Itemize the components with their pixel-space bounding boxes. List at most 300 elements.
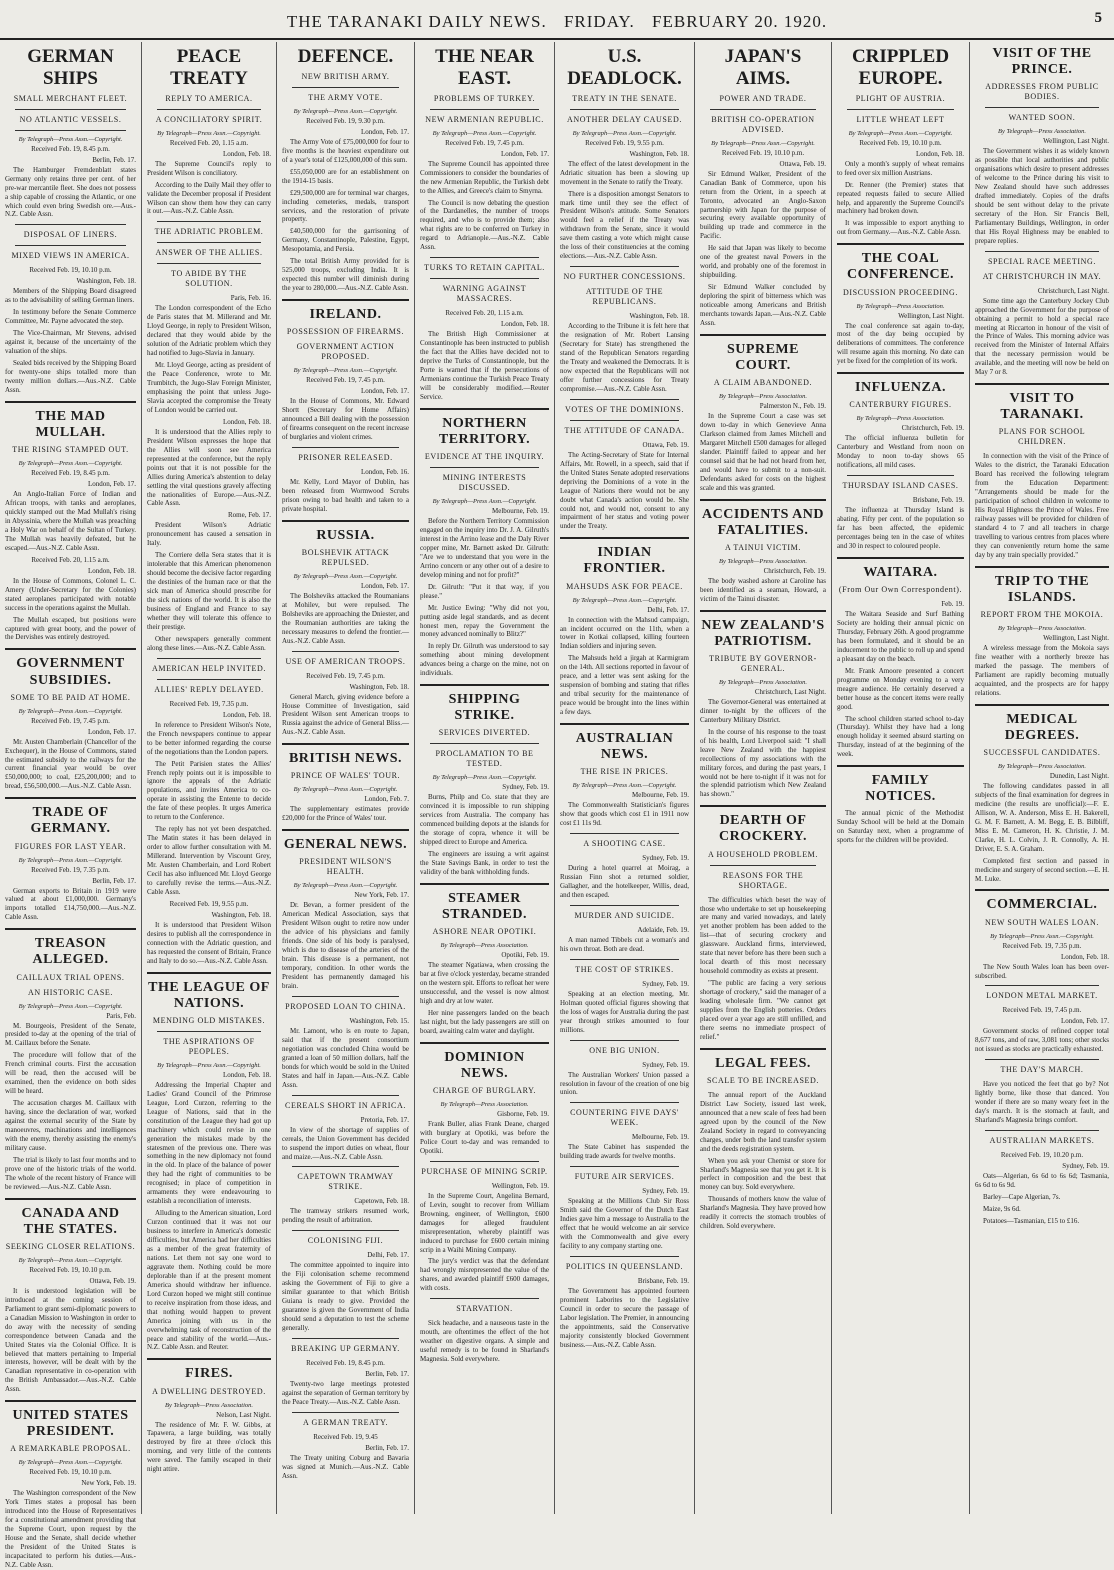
article-headline: WAITARA. bbox=[863, 564, 938, 580]
dateline: Sydney, Feb. 19. bbox=[502, 783, 549, 792]
subheading: DISPOSAL OF LINERS. bbox=[23, 230, 118, 240]
subheading: CAPETOWN TRAMWAY STRIKE. bbox=[297, 1172, 394, 1192]
divider-rule bbox=[157, 1031, 261, 1032]
byline: By Telegraph—Press Assn.—Copyright. bbox=[293, 786, 398, 794]
body-paragraph: The effect of the latest development in the Adriatic situation has been a slowing up movement in the Senate to ratify the Treaty. bbox=[560, 159, 689, 186]
body-paragraph: Sealed bids received by the Shipping Board for twenty-one ships totalled more than twenty million dollars.—Aus.-N.Z. Cable Assn. bbox=[5, 359, 136, 394]
article-headline: NORTHERN TERRITORY. bbox=[438, 415, 531, 447]
divider-rule bbox=[292, 1230, 399, 1231]
body-paragraph: Government stocks of refined copper total 8,677 tons, and of raw, 3,081 tons; other stocks not issued as stocks are practically exhausted. bbox=[975, 1027, 1109, 1054]
dateline: Washington, Feb. 18. bbox=[76, 277, 136, 286]
body-paragraph: Frank Buller, alias Frank Deane, charged with burglary at Opotiki, was before the Police Court to-day and was remanded to Opotiki. bbox=[420, 1120, 549, 1155]
body-paragraph: The official influenza bulletin for Canterbury and Westland from noon on Monday to noon to-day shows 65 notifications, all mild cases. bbox=[837, 434, 964, 470]
subheading: TREATY IN THE SENATE. bbox=[572, 93, 677, 103]
subheading: A GERMAN TREATY. bbox=[302, 1417, 389, 1427]
byline: By Telegraph—Press Assn.—Copyright. bbox=[432, 129, 537, 137]
dateline: Sydney, Feb. 19. bbox=[642, 854, 689, 863]
divider-rule bbox=[282, 299, 409, 301]
dateline: Sydney, Feb. 19. bbox=[642, 1187, 689, 1196]
body-paragraph: Maize, 9s 6d. bbox=[983, 1204, 1021, 1213]
byline: By Telegraph—Press Assn.—Copyright. bbox=[572, 129, 677, 137]
body-paragraph: The Government wishes it as widely known as possible that local authorities and public organisations which desire to present addresses of welcome to the Prince during his visit to New Zealand should have such addresses drafted immediately. Copies of the drafts should be sent without delay to the private secretary of the Hon. Sir Francis Bell, Parliamentary Buildings, Wellington, in order that His Royal Highness may be enabled to prepare replies. bbox=[975, 147, 1109, 245]
body-paragraph: The following candidates passed in all subjects of the final examination for degrees in medicine (the results are unofficial):—F. E. Allison, W. A. Anderson, Miss E. H. Bakerell, G. M. F. Barnett, A. M. Begg, E. B. Bilbliff, Miss E. M. Cameron, H. K. Christie, J. M. Clarke, H. L. Colvin, J. R. Connolly, A. H. Driver, E. S. A. Graham. bbox=[975, 781, 1109, 853]
subheading: PROBLEMS OF TURKEY. bbox=[433, 93, 536, 103]
body-paragraph: Addressing the Imperial Chapter and Ladies' Grand Council of the Primrose League, Lord Curzon, referring to the League of Nations, said that in the constitution of the League they had got up machinery which could revise in one generation the mistakes made by the statesmen of the previous one. There was something in the new diplomacy not found in the old. In place of the balance of power they had the right of communities to be recognised; in place of competition in armaments they were endeavouring to establish a reconciliation of interests. bbox=[147, 1080, 271, 1206]
divider-rule bbox=[975, 704, 1109, 706]
subheading: AUSTRALIAN MARKETS. bbox=[989, 1136, 1095, 1146]
body-paragraph: £29,500,000 are for terminal war charges, including cemeteries, medals, transport services, and the restoration of private property. bbox=[282, 188, 409, 224]
divider-rule bbox=[420, 408, 549, 410]
divider-rule bbox=[292, 996, 399, 997]
article-headline: SHIPPING STRIKE. bbox=[448, 692, 521, 724]
byline: By Telegraph—Press Assn.—Copyright. bbox=[18, 856, 123, 864]
dateline: Melbourne, Feb. 19. bbox=[632, 1133, 689, 1142]
body-paragraph: A man named Tibbels cut a woman's and his own throat. Both are dead. bbox=[560, 935, 689, 953]
body-paragraph: In testimony before the Senate Commerce Committee, Mr. Payne advocated the step. bbox=[5, 308, 136, 326]
article-headline: ACCIDENTS AND FATALITIES. bbox=[701, 506, 825, 538]
divider-rule bbox=[570, 1256, 679, 1257]
byline: By Telegraph—Press Assn.—Copyright. bbox=[293, 882, 398, 890]
subheading: USE OF AMERICAN TROOPS. bbox=[285, 656, 406, 666]
divider-rule bbox=[700, 805, 826, 807]
body-paragraph: The Bolsheviks attacked the Roumanians at Mohilev, but were repulsed. The Bolsheviks are approaching the Dniester, and the Roumanian authorities are taking the necessary measures to defend the frontier.—Aus.-N.Z. Cable Assn. bbox=[282, 591, 409, 645]
subheading: PLIGHT OF AUSTRIA. bbox=[855, 93, 946, 103]
dateline: Gisborne, Feb. 19. bbox=[497, 1110, 549, 1118]
divider-rule bbox=[282, 743, 409, 745]
article-headline: SUPREME COURT. bbox=[727, 341, 799, 373]
dateline: Washington, Feb. 18. bbox=[629, 149, 689, 158]
article-headline: MEDICAL DEGREES. bbox=[1004, 711, 1080, 743]
dateline: London, Feb. 18. bbox=[87, 566, 136, 575]
body-paragraph: During a hotel quarrel at Moirag, a Russian Finn shot a returned soldier, Gallagher, and the hotelkeeper, Willis, dead, and then escaped. bbox=[560, 864, 689, 899]
dateline: Sydney, Feb. 19. bbox=[642, 1060, 689, 1069]
article-headline: TRADE OF GERMANY. bbox=[30, 805, 111, 837]
byline: By Telegraph—Press Assn.—Copyright. bbox=[18, 460, 123, 468]
dateline: Ottawa, Feb. 19. bbox=[89, 1276, 136, 1285]
body-paragraph: The tramway strikers resumed work, pending the result of arbitration. bbox=[282, 1207, 409, 1225]
subheading: BRITISH CO-OPERATION ADVISED. bbox=[711, 114, 815, 134]
body-paragraph: Mr. Austen Chamberlain (Chancellor of the Exchequer), in the House of Commons, stated the estimated subsidy to the railways for the current financial year would be over £50,000,000; to coal, £25,200,000; and to bread, £56,500,000.—Aus.-N.Z. Cable Assn. bbox=[5, 737, 136, 791]
body-paragraph: When you ask your Chemist or store for Sharland's Magnesia see that you get it. It is perfect in composition and the best that money can buy. Sold everywhere. bbox=[700, 1156, 826, 1192]
subheading: PRESIDENT WILSON'S HEALTH. bbox=[299, 857, 392, 877]
body-paragraph: The influenza at Thursday Island is abating. Fifty per cent. of the population so far has been affected, the epidemic percentages being ten in the case of whites and 30 in respect to coloured people. bbox=[837, 506, 964, 550]
dateline: London, Feb. 18. bbox=[1060, 952, 1109, 961]
body-paragraph: In the Supreme Court a case was set down to-day in which Genevieve Anna Clarkson claimed from James Mitchell and Margaret Mitchell £500 damages for alleged slander. Plaintiff failed to appear and her counsel said that he had not heard from her, and would have to submit to a non-suit. Defendants asked for costs on the highest scale and this was granted. bbox=[700, 412, 826, 492]
divider-rule bbox=[837, 765, 964, 767]
subheading: REPLY TO AMERICA. bbox=[165, 93, 253, 103]
dateline: Berlin, Feb. 17. bbox=[92, 155, 136, 164]
subheading: WARNING AGAINST MASSACRES. bbox=[442, 284, 527, 304]
dateline: Washington, Feb. 15. bbox=[349, 1016, 409, 1025]
article-headline: DEFENCE. bbox=[297, 46, 394, 67]
body-paragraph: The Governor-General was entertained at dinner to-night by the officers of the Canterbury Military District. bbox=[700, 697, 826, 724]
dateline: London, Feb. 17. bbox=[87, 727, 136, 736]
article-headline: CRIPPLED EUROPE. bbox=[851, 46, 950, 89]
dateline: Berlin, Feb. 17. bbox=[365, 1369, 409, 1378]
subheading: POWER AND TRADE. bbox=[719, 93, 807, 103]
article-headline: PEACE TREATY bbox=[170, 46, 248, 89]
received-time: Received Feb. 19, 9.30 p.m. bbox=[306, 116, 385, 125]
body-paragraph: In connection with the visit of the Prince of Wales to the district, the Taranaki Education Board has received the following telegram from the Education Department: "Arrangements should be made for the participation of school children in welcome to His Royal Highness the Prince of Wales. Free railway passes will be provided for children of standard 4 to 7 and all teachers in charge travelling to various centres from places where they can conveniently return home the same day by any train specially provided." bbox=[975, 452, 1109, 559]
column-8 bbox=[970, 42, 1114, 1514]
divider-rule bbox=[292, 1338, 399, 1339]
subheading: MENDING OLD MISTAKES. bbox=[152, 1015, 266, 1025]
dateline: Palmerston N., Feb. 19. bbox=[759, 402, 826, 411]
divider-rule bbox=[157, 109, 261, 110]
divider-rule bbox=[985, 985, 1099, 986]
subheading: LITTLE WHEAT LEFT bbox=[856, 114, 945, 124]
dateline: London, Feb. 17. bbox=[360, 127, 409, 136]
byline: By Telegraph—Press Association. bbox=[718, 393, 808, 401]
subheading: ANOTHER DELAY CAUSED. bbox=[567, 114, 682, 124]
body-paragraph: In the House of Commons, Colonel L. C. Amery (Under-Secretary for the Colonies) stated aeroplanes participated with notable success in the operations against the Mullah. bbox=[5, 576, 136, 612]
body-paragraph: The Treaty uniting Coburg and Bavaria was signed at Munich.—Aus.-N.Z. Cable Assn. bbox=[282, 1453, 409, 1480]
article-headline: THE LEAGUE OF NATIONS. bbox=[148, 979, 270, 1011]
byline: By Telegraph—Press Assn.—Copyright. bbox=[157, 1061, 261, 1069]
dateline: Rome, Feb. 17. bbox=[228, 511, 271, 520]
divider-rule bbox=[700, 1048, 826, 1050]
column-1 bbox=[0, 42, 142, 1570]
body-paragraph: The jury's verdict was that the defendant had wrongly misrepresented the value of the shares, and awarded plaintiff £600 damages, with costs. bbox=[420, 1257, 549, 1293]
dateline: Delhi, Feb. 17. bbox=[647, 605, 689, 614]
subheading: A TAINUI VICTIM. bbox=[725, 542, 801, 552]
body-paragraph: It was impossible to export anything to out from Germany.—Aus.-N.Z. Cable Assn. bbox=[837, 219, 964, 237]
article-headline: LEGAL FEES. bbox=[715, 1055, 811, 1071]
received-time: Received Feb. 19, 7.35 p.m. bbox=[31, 865, 110, 874]
divider-rule bbox=[570, 1040, 679, 1041]
subheading: ASHORE NEAR OPOTIKI. bbox=[432, 927, 537, 937]
body-paragraph: The Commonwealth Statistician's figures show that goods which cost £1 in 1911 now cost £1 11s 9d. bbox=[560, 801, 689, 828]
body-paragraph: The Government has appointed fourteen prominent Laborites to the Legislative Council in order to secure the passage of Labor legislation. The Premier, in announcing the appointments, said the Conservative majority consistently blocked Government business.—Aus.-N.Z. Cable Assn. bbox=[560, 1287, 689, 1349]
divider-rule bbox=[292, 87, 399, 88]
body-paragraph: £40,500,000 for the garrisoning of Germany, Constantinople, Palestine, Egypt, Mesopotamia, and Persia. bbox=[282, 227, 409, 254]
body-paragraph: The Army Vote of £75,000,000 for four to five months is the heaviest expenditure out of a year's total of £125,000,000 of this sum. bbox=[282, 137, 409, 164]
body-paragraph: The engineers are issuing a writ against the State Savings Bank, in order to test the validity of the bank withholding funds. bbox=[420, 850, 549, 877]
dateline: Christchurch, Last Night. bbox=[1037, 286, 1109, 295]
body-paragraph: In connection with the Mahsud campaign, an incident occurred on the 11th, when a tower in Kotkai collapsed, killing fourteen Indian soldiers and injuring seven. bbox=[560, 615, 689, 651]
body-paragraph: The Mahsuds held a jirgah at Karmigram on the 14th. All sections reported in favour of peace, and a letter was sent asking for the suspension of bombing and stating that rifles and tribal security for the maintenance of peace would be brought into the lines within a few days. bbox=[560, 654, 689, 717]
article-headline: VISIT TO TARANAKI. bbox=[1000, 391, 1084, 423]
dateline: London, Feb. 18. bbox=[222, 417, 271, 426]
subheading: SOME TO BE PAID AT HOME. bbox=[10, 692, 131, 702]
body-paragraph: In view of the shortage of supplies of cereals, the Union Government has decided to suspend the import duties on wheat, flour and maize.—Aus.-N.Z. Cable Assn. bbox=[282, 1125, 409, 1161]
body-paragraph: It is understood legislation will be introduced at the coming session of Parliament to grant semi-diplomatic powers to a Canadian Mission to Washington in order to do away with the necessity of sending correspondence between Canada and the United States via the Colonial Office. It is believed that matters pertaining to Imperial interests, however, will be dealt with by the Canadian representative in co-operation with the British Ambassador.—Aus.-N.Z. Cable Assn. bbox=[5, 1286, 136, 1394]
dateline: London, Feb. 18. bbox=[915, 149, 964, 158]
body-paragraph: Mr. Frank Amoore presented a concert programme on Monday evening to a very meagre audience. He certainly deserved a better house as the concert items were really good. bbox=[837, 666, 964, 711]
body-paragraph: According to the Tribune it is felt here that the resignation of Mr. Robert Lansing (Secretary for State) has strengthened the stand of the Republican Senators regarding the Treaty and weakened the Democrats. It is now expected that the Republicans will not offer further concessions for Treaty compromise.—Aus.-N.Z. Cable Assn. bbox=[560, 322, 689, 393]
dateline: London, Feb. 18. bbox=[222, 710, 271, 719]
article-headline: BRITISH NEWS. bbox=[288, 751, 403, 767]
masthead bbox=[0, 0, 1114, 40]
received-time: Received Feb. 19, 10.10 p.m. bbox=[29, 1265, 112, 1274]
subheading: EVIDENCE AT THE INQUIRY. bbox=[424, 452, 545, 462]
received-time: Received Feb. 20, 1.15 a.m. bbox=[31, 555, 110, 564]
article-headline: TREASON ALLEGED. bbox=[32, 936, 109, 968]
body-paragraph: President Wilson's Adriatic pronouncement has caused a sensation in Italy. bbox=[147, 521, 271, 548]
received-time: Received Feb. 19, 8.45 p.m. bbox=[306, 1358, 385, 1367]
divider-rule bbox=[292, 1412, 399, 1413]
byline: By Telegraph—Press Assn.—Copyright. bbox=[293, 107, 398, 115]
subheading: THE ASPIRATIONS OF PEOPLES. bbox=[163, 1036, 255, 1056]
dateline: London, Feb. 7. bbox=[364, 795, 409, 804]
divider-rule bbox=[847, 109, 954, 110]
subheading: MINING INTERESTS DISCUSSED. bbox=[442, 473, 527, 493]
divider-rule bbox=[975, 383, 1109, 385]
divider-rule bbox=[292, 651, 399, 652]
subheading: A SHOOTING CASE. bbox=[583, 839, 666, 849]
body-paragraph: Speaking at an election meeting, Mr. Holman quoted official figures showing that the loss of wages for Australia during the past year through strikes amounted to four millions. bbox=[560, 989, 689, 1034]
byline: By Telegraph—Press Assn.—Copyright. bbox=[293, 572, 398, 580]
body-paragraph: The Supreme Council has appointed three Commissioners to consider the boundaries of the new Armenian Republic, the Turkish debt to the Allies, and Greece's claim to Smyrna. bbox=[420, 159, 549, 195]
body-paragraph: Dr. Renner (the Premier) states that repeated requests failed to secure Allied help, and apparently the Supreme Council's machinery had broken down. bbox=[837, 180, 964, 216]
subheading: PLANS FOR SCHOOL CHILDREN. bbox=[998, 427, 1086, 447]
byline: By Telegraph—Press Association. bbox=[856, 302, 945, 310]
divider-rule bbox=[570, 399, 679, 400]
article-headline: INDIAN FRONTIER. bbox=[583, 545, 666, 577]
divider-rule bbox=[282, 829, 409, 831]
article-headline: THE MAD MULLAH. bbox=[35, 408, 106, 440]
divider-rule bbox=[837, 372, 964, 374]
body-paragraph: The Corriere della Sera states that it is intolerable that this American phenomenon should become the decisive factor regarding the destinies of the human race or that the sick man of America should prescribe for the sick nations of the world. It is also the business of England and France to say whether they will tolerate this offence to their prestige. bbox=[147, 551, 271, 631]
divider-rule bbox=[700, 334, 826, 336]
body-paragraph: The body washed ashore at Caroline has been identified as a seaman, Howard, a victim of the Tainui disaster. bbox=[700, 576, 826, 603]
dateline: Wellington, Last Night. bbox=[1043, 137, 1109, 146]
divider-rule bbox=[430, 1161, 539, 1162]
body-paragraph: The Hamburger Fremdenblatt states Germany only retains three per cent. of her pre-war mercantile fleet. She does not possess a ship capable of crossing the Atlantic, or one which could even bring Swedish ore.—Aus.-N.Z. Cable Assn. bbox=[5, 165, 136, 219]
dateline: London, Feb. 17. bbox=[1060, 1017, 1109, 1026]
subheading: SCALE TO BE INCREASED. bbox=[706, 1075, 820, 1085]
subheading: ADDRESSES FROM PUBLIC BODIES. bbox=[985, 82, 1099, 102]
dateline: Delhi, Feb. 17. bbox=[367, 1251, 409, 1260]
byline: By Telegraph—Press Assn.—Copyright. bbox=[432, 498, 537, 506]
divider-rule bbox=[837, 557, 964, 559]
body-paragraph: The Supreme Council's reply to President Wilson is conciliatory. bbox=[147, 159, 271, 177]
dateline: Ottawa, Feb. 19. bbox=[779, 159, 826, 168]
column-3 bbox=[277, 42, 415, 1514]
received-time: Received Feb. 19, 10.10 p.m. bbox=[721, 148, 805, 157]
divider-rule bbox=[5, 648, 136, 650]
body-paragraph: Dr. Bevan, a former president of the American Medical Association, says that President Wilson ought to retire now under the advice of his physicians and family friends. One side of his body is paralysed, which is due to disease of the arteries of the brain. This disease is a permanent, not temporary, condition. In other words the President has permanently damaged his brain. bbox=[282, 901, 409, 991]
subheading: PURCHASE OF MINING SCRIP. bbox=[421, 1166, 548, 1176]
divider-rule bbox=[157, 221, 261, 222]
divider-rule bbox=[292, 1095, 399, 1096]
subheading: AN HISTORIC CASE. bbox=[28, 987, 113, 997]
divider-rule bbox=[292, 447, 399, 448]
body-paragraph: The trial is likely to last four months and to prove one of the historic trials of the world. The whole of the recent history of France will be reviewed.—Aus.-N.Z. Cable Assn. bbox=[5, 1155, 136, 1191]
subheading: CHARGE OF BURGLARY. bbox=[432, 1086, 537, 1095]
body-paragraph: He said that Japan was likely to become one of the greatest naval Powers in the world, and probably one of the foremost in shipbuilding. bbox=[700, 244, 826, 280]
divider-rule bbox=[5, 401, 136, 403]
divider-rule bbox=[147, 1358, 271, 1360]
divider-rule bbox=[570, 905, 679, 906]
body-paragraph: In reply Dr. Gilruth was understood to say something about mining development advances being a charge on the mine, not on individuals. bbox=[420, 642, 549, 678]
divider-rule bbox=[560, 723, 689, 725]
subheading: PROPOSED LOAN TO CHINA. bbox=[285, 1001, 406, 1011]
byline: By Telegraph—Press Assn.—Copyright. bbox=[18, 135, 123, 143]
subheading: COLONISING FIJI. bbox=[307, 1236, 384, 1246]
subheading: (From Our Own Correspondent). bbox=[838, 585, 963, 595]
byline: By Telegraph—Press Association. bbox=[997, 128, 1087, 136]
subheading: SERVICES DIVERTED. bbox=[438, 728, 531, 738]
body-paragraph: The Australian Workers' Union passed a resolution in favour of the creation of one big union. bbox=[560, 1070, 689, 1097]
subheading: LONDON METAL MARKET. bbox=[986, 991, 1098, 1001]
body-paragraph: The Mullah escaped, but positions were captured with great booty, and the power of the Dervishes was entirely destroyed. bbox=[5, 615, 136, 642]
divider-rule bbox=[15, 130, 126, 131]
body-paragraph: The school children started school to-day (Thursday). Whilst they have had a long enough holiday it seemed absurd starting on Thursday, instead of at the beginning of the week. bbox=[837, 714, 964, 759]
divider-rule bbox=[985, 107, 1099, 108]
article-headline: GOVERNMENT SUBSIDIES. bbox=[16, 656, 125, 688]
received-time: Received Feb. 19, 7.45 p.m. bbox=[306, 671, 385, 680]
body-paragraph: Only a month's supply of wheat remains to feed over six million Austrians. bbox=[837, 159, 964, 177]
subheading: REASONS FOR THE SHORTAGE. bbox=[722, 870, 804, 890]
divider-rule bbox=[985, 1059, 1099, 1060]
dateline: Dunedin, Last Night. bbox=[1049, 771, 1109, 780]
body-paragraph: The coal conference sat again to-day, most of the day being occupied by deliberations of committees. The conference will resume again this morning. No date can yet be fixed for the completion of its work. bbox=[837, 321, 964, 366]
body-paragraph: It is understood that President Wilson desires to publish all the correspondence in connection with the Adriatic question, and has requested the consent of Britain, France and Italy to do so.—Aus.-N.Z. Cable Assn. bbox=[147, 920, 271, 965]
subheading: NEW BRITISH ARMY. bbox=[301, 71, 390, 81]
byline: By Telegraph—Press Assn.—Copyright. bbox=[432, 774, 537, 782]
dateline: New York, Feb. 19. bbox=[81, 1479, 136, 1488]
column-2 bbox=[142, 42, 277, 1514]
divider-rule bbox=[147, 972, 271, 974]
dateline: London, Feb. 17. bbox=[87, 480, 136, 489]
article-headline: FIRES. bbox=[185, 1366, 233, 1382]
divider-rule bbox=[570, 109, 679, 110]
subheading: THE COST OF STRIKES. bbox=[575, 964, 674, 974]
body-paragraph: An Anglo-Italian Force of Indian and African troops, with tanks and aeroplanes, quickly stamped out the Mad Mullah's rising in Abyssinia, where the Mullah was preaching a Holy War on behalf of the Sultan of Turkey. The Mullah was heavily defeated, but he escaped.—Aus.-N.Z. Cable Assn. bbox=[5, 490, 136, 552]
column-7 bbox=[832, 42, 970, 1514]
subheading: MAHSUDS ASK FOR PEACE. bbox=[566, 581, 683, 591]
article-headline: COMMERCIAL. bbox=[986, 897, 1098, 913]
subheading: SUCCESSFUL CANDIDATES. bbox=[983, 747, 1101, 757]
body-paragraph: Have you noticed the feet that go by? Not lightly borne, like those that danced. You wonder if there are so many weary feet in the day's march. It is the stomach at fault, and Sharland's Magnesia brings comfort. bbox=[975, 1080, 1109, 1125]
subheading: A CLAIM ABANDONED. bbox=[713, 378, 813, 388]
subheading: A CONCILIATORY SPIRIT. bbox=[155, 114, 263, 124]
article-headline: NEW ZEALAND'S PATRIOTISM. bbox=[701, 617, 825, 649]
divider-rule bbox=[975, 889, 1109, 891]
divider-rule bbox=[975, 566, 1109, 568]
subheading: ONE BIG UNION. bbox=[589, 1045, 660, 1055]
subheading: A REMARKABLE PROPOSAL. bbox=[10, 1444, 131, 1454]
subheading: FUTURE AIR SERVICES. bbox=[574, 1172, 675, 1182]
body-paragraph: The Petit Parisien states the Allies' French reply points out it is impossible to ignore the appeals of the Adriatic populations, and invites America to co-operate in assisting the Entente to decide the fate of these peoples. It urges America to return to the Conference. bbox=[147, 759, 271, 822]
body-paragraph: Some time ago the Canterbury Jockey Club approached the Government for the purpose of obtaining a permit to hold a special race meeting at Riccarton in honour of the visit of the Prince of Wales. This morning advice was received from the Minister of Internal Affairs that the necessary permission would be available, and the meeting will now be held on May 7 or 8. bbox=[975, 296, 1109, 377]
subheading: CANTERBURY FIGURES. bbox=[849, 400, 952, 410]
received-time: Received Feb. 20, 1.15 a.m. bbox=[169, 138, 249, 147]
subheading: POSSESSION OF FIREARMS. bbox=[286, 327, 405, 337]
body-paragraph: Thousands of mothers know the value of Sharland's Magnesia. They have proved how readily it corrects the stomach troubles of children. Sold everywhere. bbox=[700, 1195, 826, 1231]
byline: By Telegraph—Press Association. bbox=[997, 762, 1087, 770]
divider-rule bbox=[570, 1166, 679, 1167]
divider-rule bbox=[157, 242, 261, 243]
body-paragraph: The reply has not yet been despatched. The Matin states it has been delayed in order to allow further consultation with M. Millerand. Intervention by Viscount Grey, Mr. Austen Chamberlain, and Lord Robert Cecil has also influenced Mr. Lloyd George to carefully revise the terms.—Aus.-N.Z. Cable Assn. bbox=[147, 825, 271, 896]
divider-rule bbox=[157, 263, 261, 264]
subheading: BOLSHEVIK ATTACK REPULSED. bbox=[301, 547, 390, 567]
article-headline: DOMINION NEWS. bbox=[444, 1049, 525, 1081]
subheading: THE ARMY VOTE. bbox=[308, 92, 383, 102]
dateline: Wellington, Last Night. bbox=[898, 311, 964, 320]
subheading: WANTED SOON. bbox=[1008, 113, 1076, 123]
body-paragraph: Before the Northern Territory Commission engaged on the inquiry into Dr. J. A. Gilruth's interest in the Arrino lease and the Daly River copper mine, Mr. Barnett asked Dr. Gilruth: "Are we to understand that you were in the Arrino concern or any other out of a desire to develop mining and not for profit?" bbox=[420, 517, 549, 579]
divider-rule bbox=[5, 928, 136, 930]
body-paragraph: The supplementary estimates provide £20,000 for the Prince of Wales' tour. bbox=[282, 805, 409, 823]
divider-rule bbox=[420, 684, 549, 686]
byline: By Telegraph—Press Assn.—Copyright. bbox=[990, 932, 1094, 940]
dateline: Christchurch, Feb. 19. bbox=[763, 566, 826, 575]
divider-rule bbox=[985, 251, 1099, 252]
dateline: Brisbane, Feb. 19. bbox=[912, 496, 964, 505]
subheading: NO FURTHER CONCESSIONS. bbox=[563, 272, 686, 282]
subheading: NO ATLANTIC VESSELS. bbox=[19, 114, 122, 124]
divider-rule bbox=[837, 243, 964, 245]
byline: By Telegraph—Press Association. bbox=[856, 415, 945, 423]
dateline: Sydney, Feb. 19. bbox=[1062, 1162, 1109, 1171]
divider-rule bbox=[710, 865, 816, 866]
body-paragraph: M. Bourgeois, President of the Senate, presided to-day at the opening of the trial of M. Caillaux before the Senate. bbox=[5, 1021, 136, 1048]
divider-rule bbox=[5, 1198, 136, 1200]
body-paragraph: Speaking at the Millions Club Sir Ross Smith said the Governor of the Dutch East Indies gave him a message to Australia to the effect that he would welcome an air service with the Commonwealth and give every facility to any company starting one. bbox=[560, 1197, 689, 1251]
divider-rule bbox=[430, 257, 539, 258]
body-paragraph: Her nine passengers landed on the beach last night, but the lady passengers are still on board, awaiting calm water and daylight. bbox=[420, 1008, 549, 1035]
body-paragraph: The State Cabinet has suspended the building trade awards for twelve months. bbox=[560, 1143, 689, 1161]
dateline: Christchurch, Feb. 19. bbox=[901, 424, 964, 433]
body-paragraph: Other newspapers generally comment along these lines.—Aus.-N.Z. Cable Assn. bbox=[147, 634, 271, 652]
byline: By Telegraph—Press Assn.—Copyright. bbox=[18, 1002, 123, 1010]
subheading: AMERICAN HELP INVITED. bbox=[151, 663, 266, 673]
subheading: PROCLAMATION TO BE TESTED. bbox=[435, 749, 534, 769]
subheading: CEREALS SHORT IN AFRICA. bbox=[285, 1100, 406, 1110]
body-paragraph: Twenty-two large meetings protested against the separation of German territory by the Peace Treaty.—Aus.-N.Z. Cable Assn. bbox=[282, 1379, 409, 1406]
dateline: New York, Feb. 17. bbox=[354, 891, 409, 900]
body-paragraph: Mr. Lloyd George, acting as president of the Peace Conference, wrote to Mr. Trumbitch, the Jugo-Slav Foreign Minister, emphasising the point that unless Jugo-Slavia accepted the compromise the Treaty of London would be carried out. bbox=[147, 361, 271, 414]
dateline: London, Feb. 17. bbox=[360, 387, 409, 396]
body-paragraph: The steamer Ngatiawa, when crossing the bar at five o'clock yesterday, became stranded on the western spit. Efforts to refloat her were unsuccessful, and the vessel is now almost high and dry at low water. bbox=[420, 961, 549, 1005]
divider-rule bbox=[847, 475, 954, 476]
masthead-title: THE TARANAKI DAILY NEWS. bbox=[286, 12, 547, 31]
body-paragraph: In the House of Commons, Mr. Edward Shortt (Secretary for Home Affairs) announced a Bill dealing with the possession of firearms consequent on the recent increase of burglaries and violent crimes. bbox=[282, 397, 409, 441]
body-paragraph: Barley—Cape Algerian, 7s. bbox=[983, 1192, 1061, 1201]
divider-rule bbox=[570, 420, 679, 421]
article-headline: JAPAN'S AIMS. bbox=[724, 46, 802, 89]
body-paragraph: Sir Edmund Walker, President of the Canadian Bank of Commerce, upon his return from the Orient, in a speech at Toronto, advocated an Anglo-Saxon partnership with Japan for the purpose of securing every available opportunity of building up trade and commerce in the Pacific. bbox=[700, 169, 826, 241]
dateline: Ottawa, Feb. 19. bbox=[642, 440, 689, 449]
divider-rule bbox=[420, 883, 549, 885]
subheading: FIGURES FOR LAST YEAR. bbox=[14, 841, 127, 851]
received-time: Received Feb. 19, 7.45 p.m. bbox=[445, 138, 524, 147]
body-paragraph: In the Supreme Court, Angelina Bernard, of Levin, sought to recover from William Browning, engineer, of Wellington, £600 damages for alleged fraudulent misrepresentation, whereby plaintiff was induced to purchase for £600 certain mining scrip in a Waihi Mining Company. bbox=[420, 1191, 549, 1254]
article-headline: RUSSIA. bbox=[316, 527, 375, 543]
received-time: Received Feb. 19, 10.20 p.m. bbox=[1000, 1151, 1084, 1160]
byline: By Telegraph—Press Assn.—Copyright. bbox=[848, 129, 953, 137]
subheading: PRINCE OF WALES' TOUR. bbox=[290, 771, 401, 781]
body-paragraph: "The public are facing a very serious shortage of crockery," said the manager of a leading wholesale firm. "We cannot get supplies from the English potteries. Orders placed over a year ago are still unfilled, and there seems no immediate prospect of relief." bbox=[700, 979, 826, 1041]
divider-rule bbox=[700, 499, 826, 501]
divider-rule bbox=[292, 1166, 399, 1167]
article-headline: TRIP TO THE ISLANDS. bbox=[994, 573, 1090, 605]
dateline: Brisbane, Feb. 19. bbox=[637, 1277, 689, 1286]
body-paragraph: The residence of Mr. F. W. Gibbs, at Tapawera, a large building, was totally destroyed by fire at three o'clock this morning, and very little of the contents were saved. The family escaped in their night attire. bbox=[147, 1420, 271, 1474]
dateline: Paris, Feb. 16. bbox=[230, 294, 271, 303]
received-time: Received Feb. 19, 7.45 p.m. bbox=[31, 716, 110, 725]
body-paragraph: The annual report of the Auckland District Law Society, issued last week, announced that a new scale of fees had been agreed upon by the council of the New Zealand Society in regard to conveyancing charges, under both the land transfer system and the deeds registration system. bbox=[700, 1090, 826, 1153]
subheading: TURKS TO RETAIN CAPITAL. bbox=[424, 263, 545, 273]
subheading: ANSWER OF THE ALLIES. bbox=[155, 248, 263, 258]
subheading: THE DAY'S MARCH. bbox=[1000, 1065, 1084, 1075]
body-paragraph: The Vice-Chairman, Mr Stevens, advised against it, because of the uncertainty of the valuation of the ships. bbox=[5, 329, 136, 356]
column-6 bbox=[695, 42, 832, 1514]
subheading: TRIBUTE BY GOVERNOR-GENERAL. bbox=[709, 653, 817, 673]
subheading: PRISONER RELEASED. bbox=[298, 452, 393, 462]
